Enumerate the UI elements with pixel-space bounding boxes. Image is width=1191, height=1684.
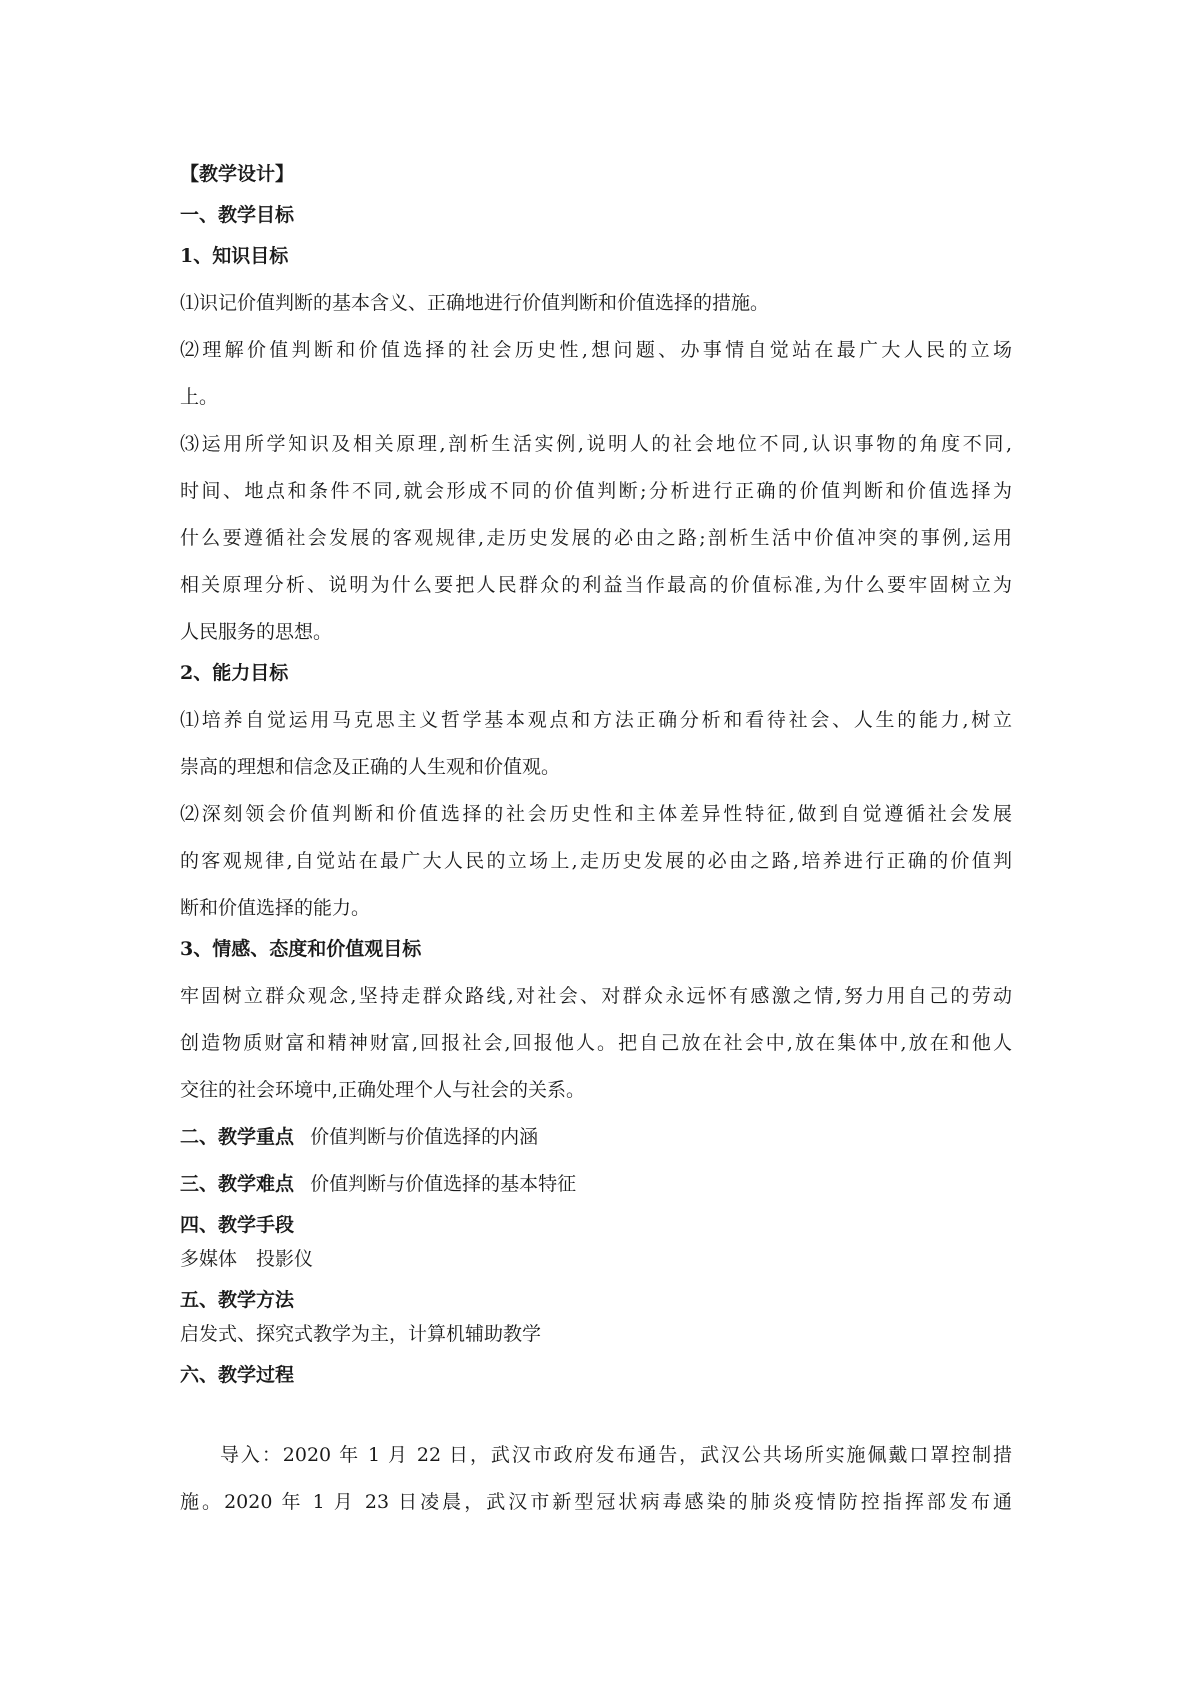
knowledge-item-2-line-2: 上。 [180,386,219,408]
ability-item-2-line-3: 断和价值选择的能力。 [180,897,371,919]
teaching-methods-text: 启发式、探究式教学为主，计算机辅助教学 [180,1323,542,1345]
document-body [180,157,1012,1519]
emotion-line-1: 牢固树立群众观念,坚持走群众路线,对社会、对群众永远怀有感激之情,努力用自己的劳动 [180,985,1012,1007]
intro-line-2: 施。2020 年 1 月 23 日凌晨，武汉市新型冠状病毒感染的肺炎疫情防控指挥部发布通 [180,1491,1012,1513]
intro-line-1: 导入：2020 年 1 月 22 日，武汉市政府发布通告，武汉公共场所实施佩戴口罩控制措 [220,1444,1012,1466]
section-heading-teaching-means: 四、教学手段 [180,1214,295,1236]
section-heading-teaching-goals: 一、教学目标 [180,204,295,226]
ability-item-2-line-2: 的客观规律,自觉站在最广大人民的立场上,走历史发展的必由之路,培养进行正确的价值判 [180,850,1012,872]
subheading-knowledge-goals: 1、知识目标 [180,245,289,267]
section-heading-teaching-methods: 五、教学方法 [180,1289,295,1311]
knowledge-item-1: ⑴识记价值判断的基本含义、正确地进行价值判断和价值选择的措施。 [180,292,770,314]
ability-item-1-line-1: ⑴培养自觉运用马克思主义哲学基本观点和方法正确分析和看待社会、人生的能力,树立 [180,709,1012,731]
knowledge-item-3-line-1: ⑶运用所学知识及相关原理,剖析生活实例,说明人的社会地位不同,认识事物的角度不同, [180,433,1012,455]
knowledge-item-3-line-5: 人民服务的思想。 [180,621,333,643]
teaching-difficulty-heading: 三、教学难点 [180,1173,295,1195]
teaching-means-text: 多媒体 投影仪 [180,1248,314,1270]
ability-item-2-line-1: ⑵深刻领会价值判断和价值选择的社会历史性和主体差异性特征,做到自觉遵循社会发展 [180,803,1012,825]
emotion-line-2: 创造物质财富和精神财富,回报社会,回报他人。把自己放在社会中,放在集体中,放在和他人 [180,1032,1012,1054]
teaching-difficulty [180,1167,1012,1201]
emotion-line-3: 交往的社会环境中,正确处理个人与社会的关系。 [180,1079,586,1101]
subheading-emotion-goals: 3、情感、态度和价值观目标 [180,938,422,960]
teaching-focus [180,1120,1012,1154]
teaching-difficulty-text: 价值判断与价值选择的基本特征 [310,1173,577,1195]
knowledge-item-3-line-4: 相关原理分析、说明为什么要把人民群众的利益当作最高的价值标准,为什么要牢固树立为 [180,574,1012,596]
teaching-focus-text: 价值判断与价值选择的内涵 [310,1126,539,1148]
knowledge-item-3-line-2: 时间、地点和条件不同,就会形成不同的价值判断;分析进行正确的价值判断和价值选择为 [180,480,1012,502]
subheading-ability-goals: 2、能力目标 [180,662,289,684]
ability-item-1-line-2: 崇高的理想和信念及正确的人生观和价值观。 [180,756,561,778]
section-heading-teaching-process: 六、教学过程 [180,1364,295,1386]
document-title: 【教学设计】 [180,163,295,185]
teaching-focus-heading: 二、教学重点 [180,1126,295,1148]
knowledge-item-3-line-3: 什么要遵循社会发展的客观规律,走历史发展的必由之路;剖析生活中价值冲突的事例,运用 [180,527,1012,549]
knowledge-item-2-line-1: ⑵理解价值判断和价值选择的社会历史性,想问题、办事情自觉站在最广大人民的立场 [180,339,1012,361]
